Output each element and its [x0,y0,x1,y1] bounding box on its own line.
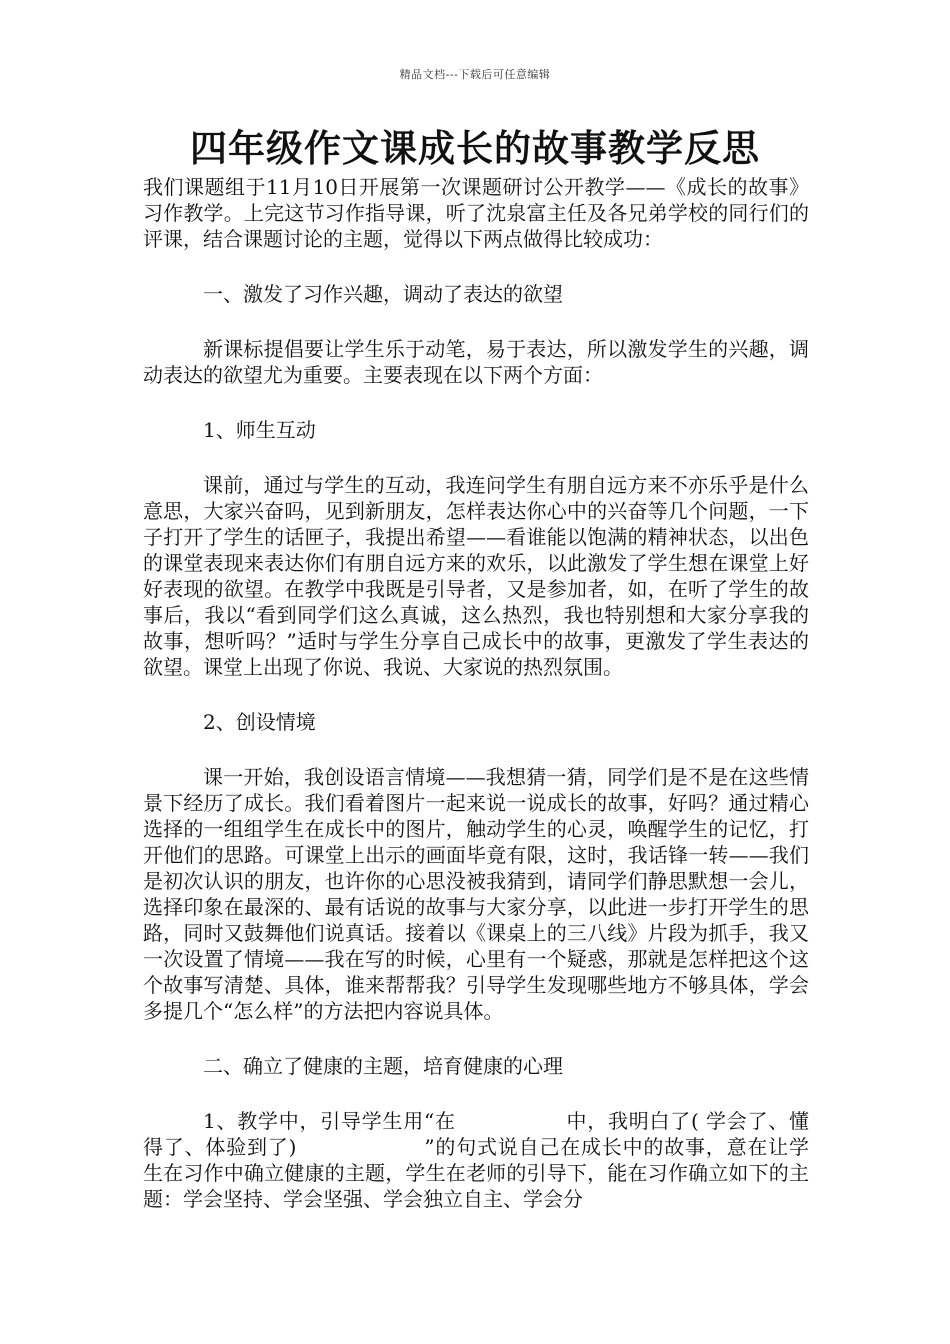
section-2-paragraph-1-part-2: 中，我明白了( 学会了、懂得了、体验到了) [143,1109,809,1159]
section-1-heading: 一、激发了习作兴趣，调动了表达的欲望 [203,282,563,306]
subsection-1-body: 课前，通过与学生的互动，我连问学生有朋自远方来不亦乐乎是什么意思，大家兴奋吗，见到新朋友，怎样表达你心中的兴奋等几个问题，一下子打开了学生的话匣子，我提出希望——看谁能以饱满的精神状态，以出色的课堂表现来表达你们有朋自远方来的欢乐，以此激发了学生想在课堂上好好表现的欲望。在教学中我既是引导者，又是参加者，如，在听了学生的故事后，我以“看到同学们这么真诚，这么热烈，我也特别想和大家分享我的故事，想听吗？”适时与学生分享自己成长中的故事，更激发了学生表达的欲望。课堂上出现了你说、我说、大家说的热烈氛围。 [143,473,809,679]
page-header: 精品文档---下载后可任意编辑 [399,68,551,81]
section-2-paragraph-1-part-1: 1、教学中，引导学生用“在 [203,1109,456,1133]
subsection-2-heading: 2、创设情境 [203,710,316,734]
section-2-paragraph-1-part-3: ”的句式说自己在成长中的故事，意在让学生在习作中确立健康的主题，学生在老师的引导下，能在习作确立如下的主题：学会坚持、学会坚强、学会独立自主、学会分 [143,1135,809,1211]
subsection-1-heading: 1、师生互动 [203,418,316,442]
intro-paragraph: 我们课题组于11月10日开展第一次课题研讨公开教学——《成长的故事》习作教学。上完这节习作指导课，听了沈泉富主任及各兄弟学校的同行们的评课，结合课题讨论的主题，觉得以下两点做得比较成功： [143,175,809,251]
section-2-heading: 二、确立了健康的主题，培育健康的心理 [203,1054,563,1078]
section-2-paragraph-1 [143,1108,809,1212]
document-title: 四年级作文课成长的故事教学反思 [190,126,760,170]
section-1-intro: 新课标提倡要让学生乐于动笔，易于表达，所以激发学生的兴趣，调动表达的欲望尤为重要。主要表现在以下两个方面： [143,337,809,387]
subsection-2-body: 课一开始，我创设语言情境——我想猜一猜，同学们是不是在这些情景下经历了成长。我们看着图片一起来说一说成长的故事，好吗？通过精心选择的一组组学生在成长中的图片，触动学生的心灵，唤醒学生的记忆，打开他们的思路。可课堂上出示的画面毕竟有限，这时，我话锋一转——我们是初次认识的朋友，也许你的心思没被我猜到，请同学们静思默想一会儿，选择印象在最深的、最有话说的故事与大家分享，以此进一步打开学生的思路，同时又鼓舞他们说真话。接着以《课桌上的三八线》片段为抓手，我又一次设置了情境——我在写的时候，心里有一个疑惑，那就是怎样把这个这个故事写清楚、具体，谁来帮帮我？引导学生发现哪些地方不够具体，学会多提几个“怎么样”的方法把内容说具体。 [143,765,809,1023]
document-body [143,174,809,1212]
